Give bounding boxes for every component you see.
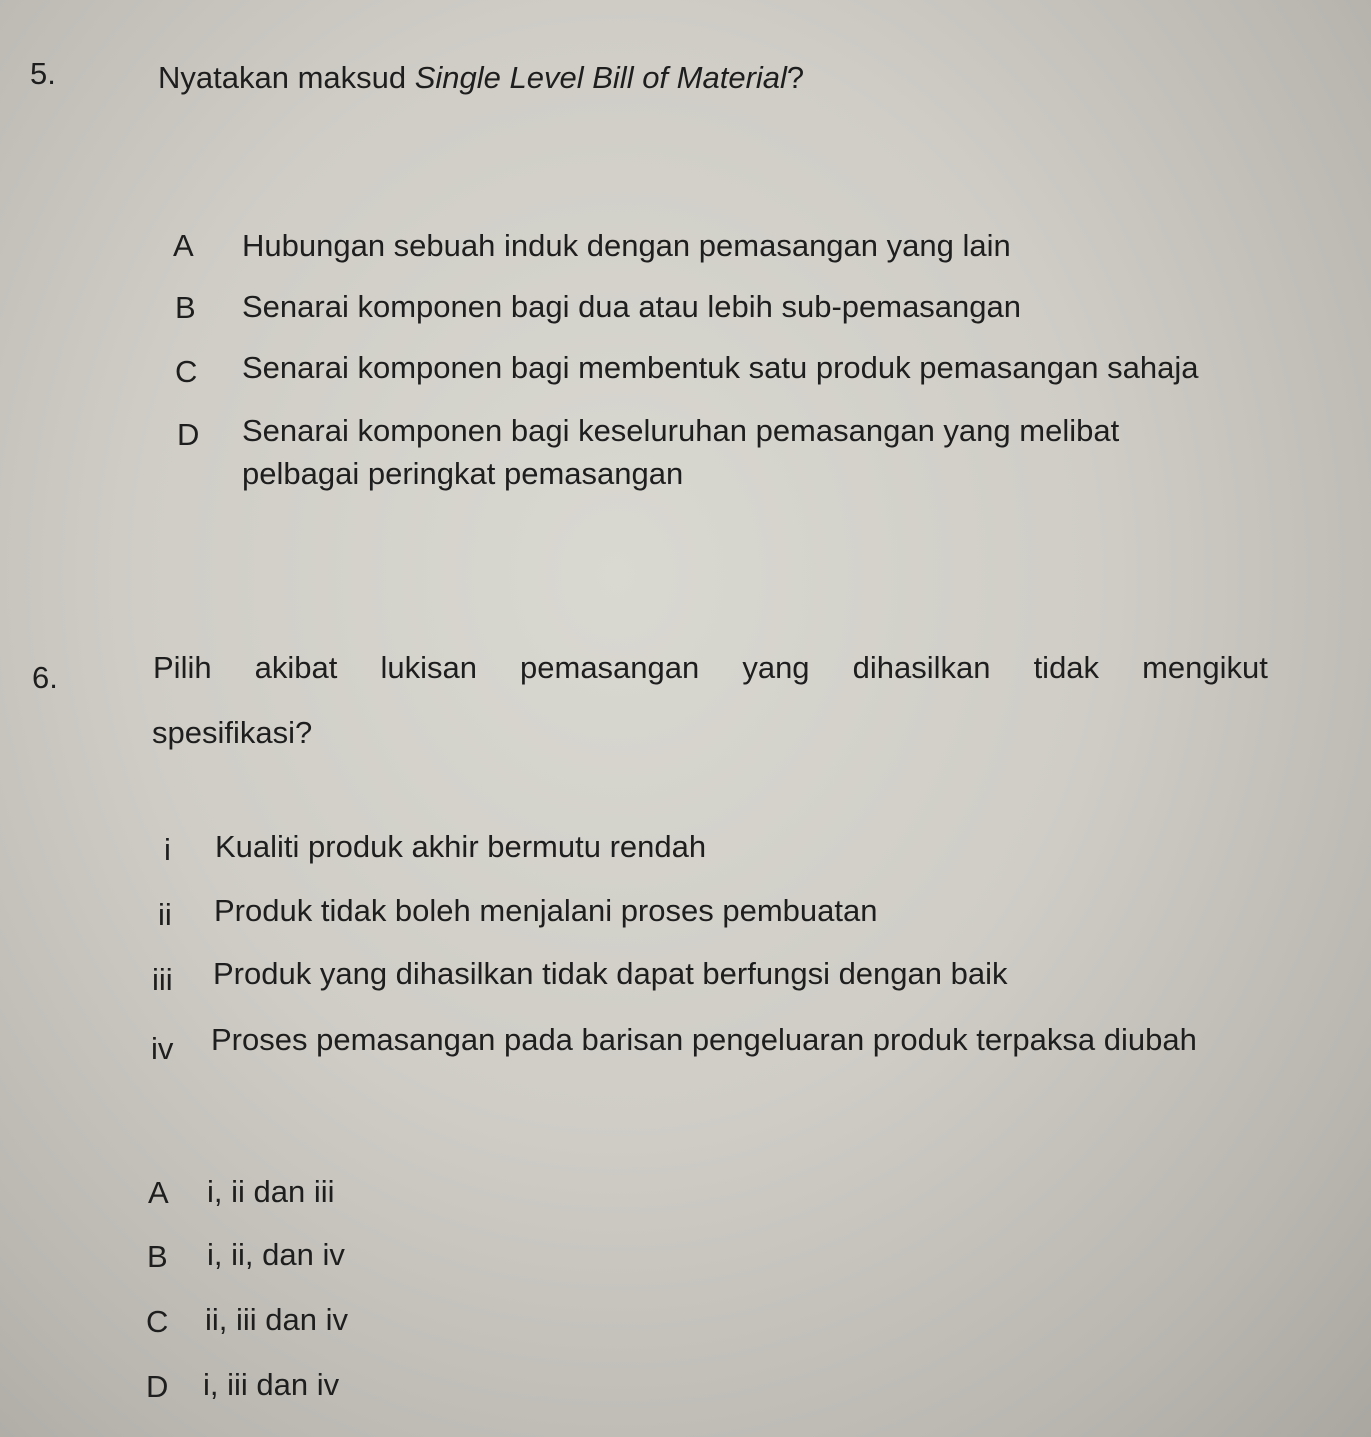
statement-label: ii [158, 897, 172, 932]
statement-label: iii [152, 962, 173, 997]
option-text: i, iii dan iv [203, 1367, 340, 1402]
question-6-word: lukisan [380, 650, 477, 685]
question-5-text-before: Nyatakan maksud [158, 60, 415, 95]
question-6-word: akibat [254, 650, 338, 685]
question-6-text-line2: spesifikasi? [152, 715, 313, 750]
question-5-text-italic: Single Level Bill of Material [414, 60, 787, 95]
statement-text: Produk yang dihasilkan tidak dapat berfungsi dengan baik [213, 956, 1008, 991]
statement-text: Proses pemasangan pada barisan pengeluaran produk terpaksa diubah [211, 1022, 1197, 1057]
option-text: i, ii, dan iv [207, 1237, 345, 1272]
question-6-word: dihasilkan [852, 650, 991, 685]
option-letter: B [147, 1239, 168, 1274]
option-text: i, ii dan iii [207, 1174, 335, 1209]
option-letter: B [175, 290, 196, 325]
option-letter: D [177, 417, 200, 452]
question-6-word: pemasangan [520, 650, 700, 685]
question-5-number: 5. [30, 56, 56, 91]
option-text: Hubungan sebuah induk dengan pemasangan yang lain [242, 228, 1011, 263]
question-5-text [158, 60, 804, 96]
question-6-word: tidak [1033, 650, 1100, 685]
question-6-text-line1 [153, 650, 1268, 686]
question-6-word: yang [742, 650, 810, 685]
statement-label: i [164, 832, 171, 867]
question-6-word: mengikut [1142, 650, 1268, 685]
question-6-word: Pilih [153, 650, 212, 685]
question-5-text-after: ? [786, 60, 805, 95]
option-text: Senarai komponen bagi membentuk satu produk pemasangan sahaja [242, 350, 1199, 385]
option-text: Senarai komponen bagi dua atau lebih sub-pemasangan [242, 289, 1022, 324]
statement-label: iv [151, 1031, 174, 1066]
option-text: ii, iii dan iv [205, 1302, 348, 1337]
option-letter: A [173, 228, 194, 263]
option-letter: C [146, 1304, 169, 1339]
option-letter: C [175, 354, 198, 389]
statement-text: Kualiti produk akhir bermutu rendah [215, 829, 707, 864]
option-letter: D [146, 1369, 169, 1404]
statement-text: Produk tidak boleh menjalani proses pembuatan [214, 893, 878, 928]
option-text: Senarai komponen bagi keseluruhan pemasangan yang melibat [242, 413, 1120, 448]
option-letter: A [148, 1175, 169, 1210]
question-6-number: 6. [32, 660, 58, 695]
option-text-line2: pelbagai peringkat pemasangan [242, 456, 684, 491]
